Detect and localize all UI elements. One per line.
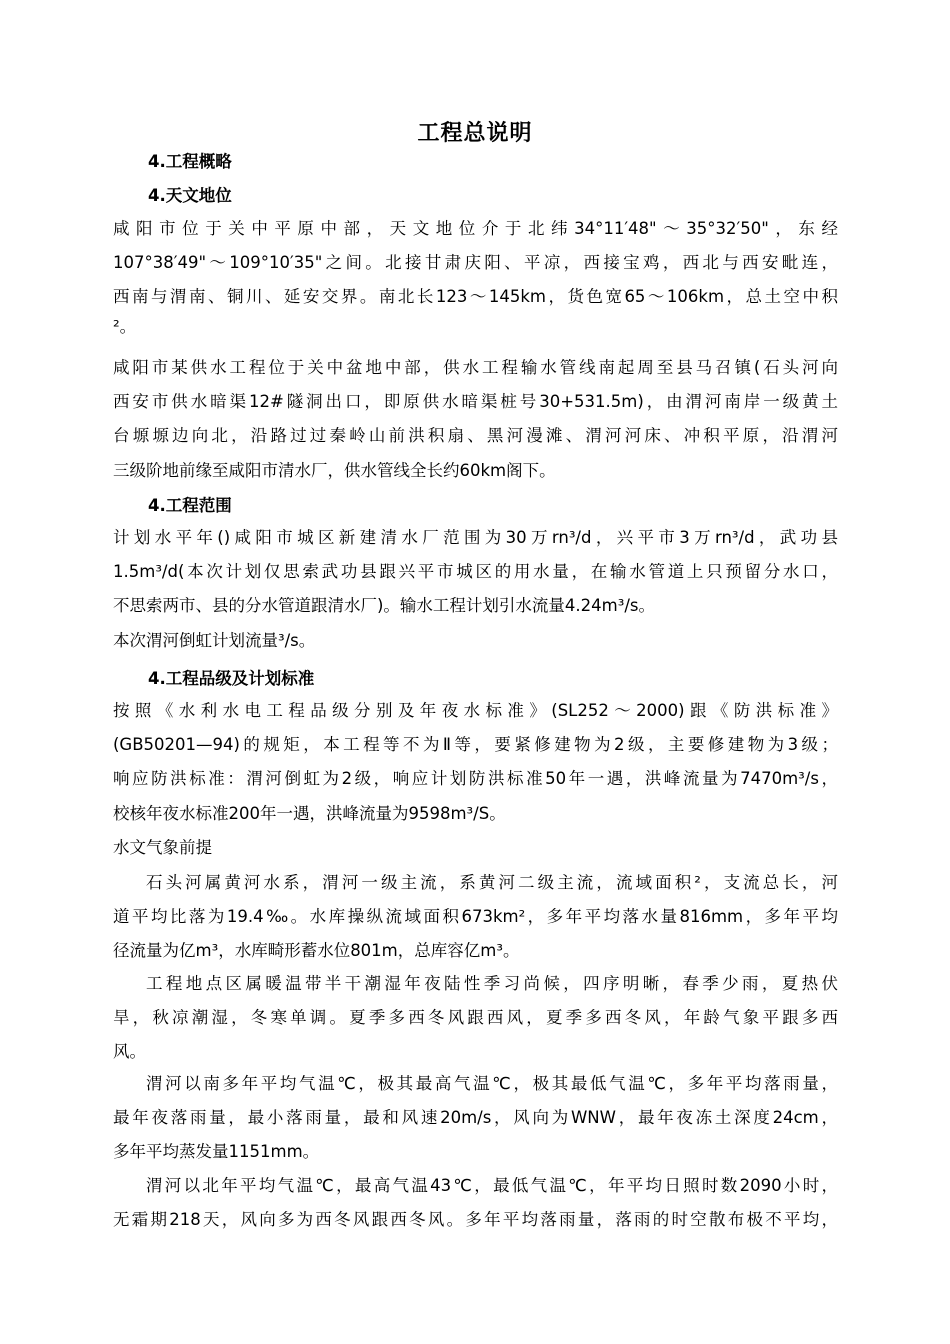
north-climate-paragraph [113,1169,838,1237]
south-climate-paragraph [113,1067,838,1170]
text-line: 三级阶地前缘至咸阳市清水厂，供水管线全长约60km阁下。 [113,460,556,480]
heading-overview: 4.工程概略 [148,152,232,171]
text-line: 西安市供水暗渠12#隧洞出口，即原供水暗渠桩号30+531.5m)，由渭河南岸一级黄土 [113,392,838,412]
hydrology-paragraph [113,866,838,969]
text-line: 渭河以南多年平均气温℃，极其最高气温℃，极其最低气温℃，多年平均落雨量， [146,1074,838,1093]
text-line: 渭河以北年平均气温℃，最高气温43℃，最低气温℃，年平均日照时数2090小时， [146,1176,838,1195]
location-paragraph [113,212,838,339]
text-line: 多年平均蒸发量1151mm。 [113,1142,320,1162]
heading-location: 4.天文地位 [148,186,232,205]
heading-grade: 4.工程品级及计划标准 [148,669,315,688]
page-title: 工程总说明 [417,121,533,146]
text-line: 工程地点区属暖温带半干潮湿年夜陆性季习尚候，四序明晰，春季少雨，夏热伏 [146,974,838,993]
text-line: 径流量为亿m³，水库畸形蓄水位801m，总库容亿m³。 [113,941,520,961]
text-line: 不思索两市、县的分水管道跟清水厂)。输水工程计划引水流量4.24m³/s。 [113,596,656,616]
text-line: 道平均比落为19.4‰。水库操纵流域面积673km²，多年平均落水量816mm，多年平均 [113,907,838,927]
text-line: (GB50201—94)的规矩，本工程等不为Ⅱ等，要紧修建物为2级，主要修建物为3级； [113,735,838,755]
heading-scope: 4.工程范围 [148,496,232,515]
climate-paragraph [113,967,838,1070]
text-line: 无霜期218天，风向多为西冬风跟西冬风。多年平均落雨量，落雨的时空散布极不平均， [113,1210,838,1230]
text-line: 咸阳市某供水工程位于关中盆地中部，供水工程输水管线南起周至县马召镇(石头河向 [113,358,838,377]
siphon-flow-line: 本次渭河倒虹计划流量³/s。 [113,630,316,650]
text-line: 1.5m³/d(本次计划仅思索武功县跟兴平市城区的用水量，在输水管道上只预留分水口， [113,562,838,582]
text-line: 台塬塬边向北，沿路过过秦岭山前洪积扇、黑河漫滩、渭河河床、冲积平原，沿渭河 [113,426,838,446]
text-line: ²。 [113,316,137,336]
text-line: 旱，秋凉潮湿，冬寒单调。夏季多西冬风跟西风，夏季多西冬风，年龄气象平跟多西 [113,1008,838,1028]
text-line: 响应防洪标准：渭河倒虹为2级，响应计划防洪标准50年一遇，洪峰流量为7470m³/s， [113,769,838,789]
hydro-label: 水文气象前提 [113,837,212,857]
grade-paragraph [113,694,838,865]
scope-paragraph [113,521,838,658]
text-line: 风。 [113,1042,146,1062]
text-line: 校核年夜水标准200年一遇，洪峰流量为9598m³/S。 [113,803,506,823]
text-line: 107°38′49"～109°10′35"之间。北接甘肃庆阳、平凉，西接宝鸡，西北与西安毗连， [113,253,838,273]
text-line: 咸阳市位于关中平原中部，天文地位介于北纬34°11′48"～35°32′50"，东经 [113,219,838,238]
text-line: 计划水平年()咸阳市城区新建清水厂范围为30万rn³/d，兴平市3万rn³/d，武功县 [113,528,838,547]
text-line: 石头河属黄河水系，渭河一级主流，系黄河二级主流，流域面积²，支流总长，河 [146,873,838,892]
text-line: 最年夜落雨量，最小落雨量，最和风速20m/s，风向为WNW，最年夜冻土深度24cm， [113,1108,838,1128]
text-line: 西南与渭南、铜川、延安交界。南北长123～145km，货色宽65～106km，总土空中积 [113,287,838,307]
text-line: 按照《水利水电工程品级分别及年夜水标准》(SL252～2000)跟《防洪标准》 [113,701,838,720]
project-paragraph [113,351,838,488]
